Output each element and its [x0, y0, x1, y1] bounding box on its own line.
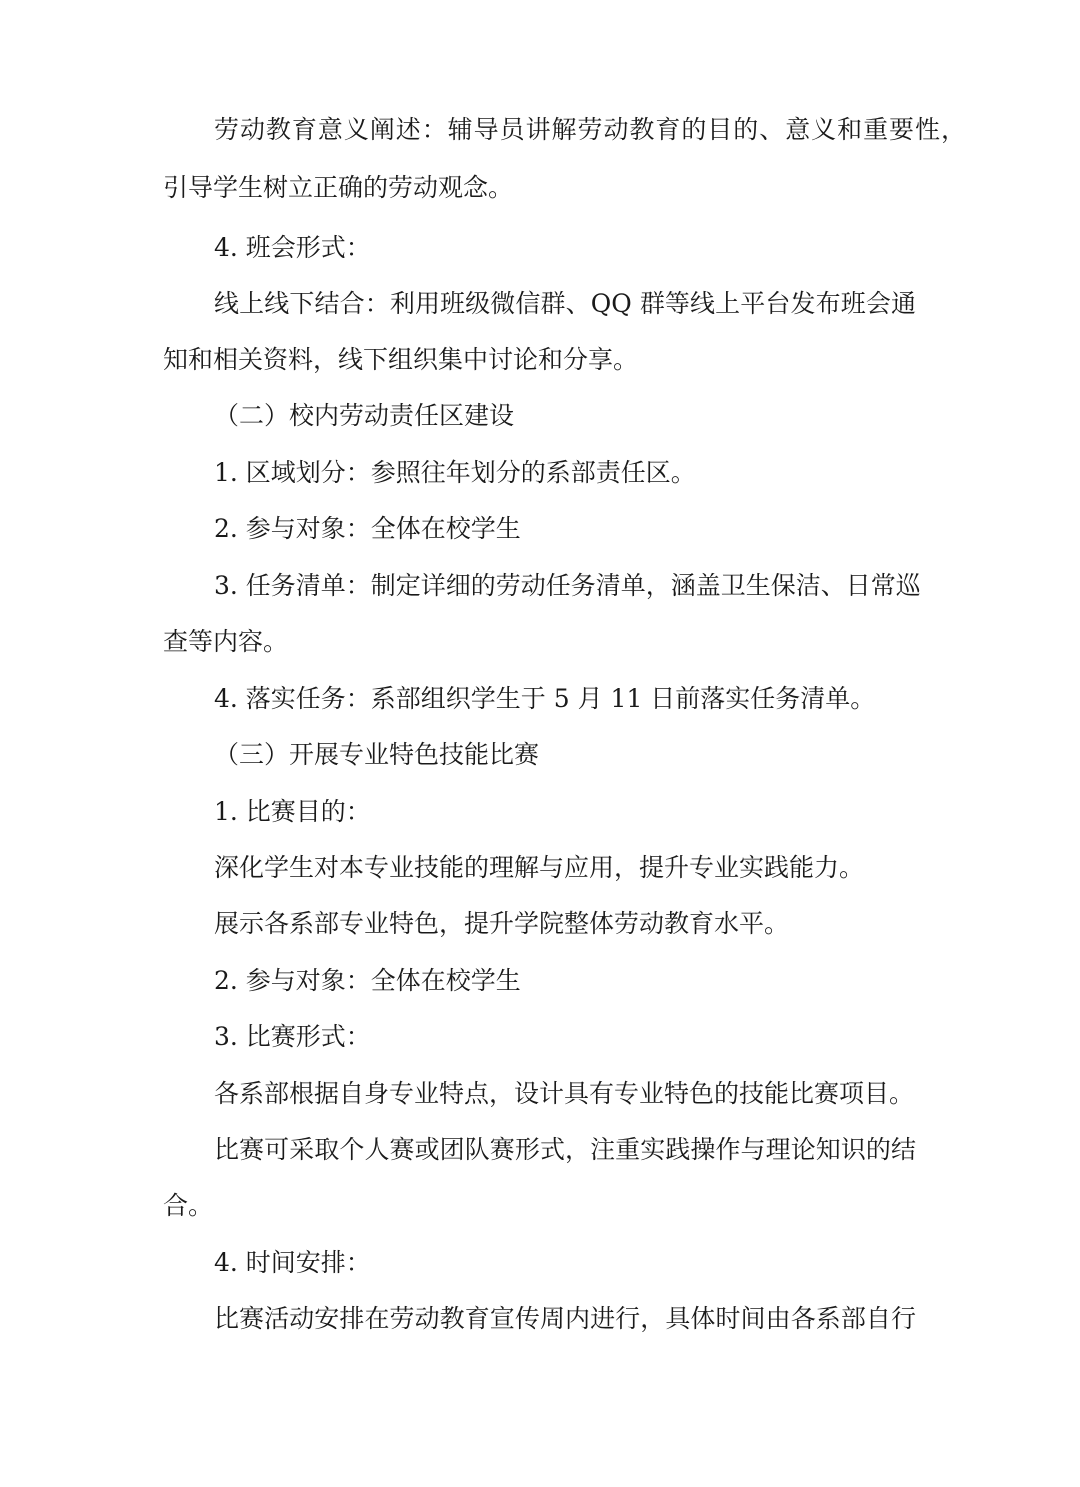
paragraph-line: 知和相关资料，线下组织集中讨论和分享。	[163, 345, 639, 374]
section-heading: （三）开展专业特色技能比赛	[214, 740, 540, 769]
paragraph-line: 深化学生对本专业技能的理解与应用，提升专业实践能力。	[214, 853, 865, 882]
paragraph-line: 4. 时间安排：	[214, 1248, 371, 1277]
paragraph-line: 合。	[163, 1191, 214, 1220]
paragraph-line: 4. 落实任务：系部组织学生于 5 月 11 日前落实任务清单。	[214, 684, 876, 713]
paragraph-line: 2. 参与对象：全体在校学生	[214, 514, 521, 543]
paragraph-line: 3. 任务清单：制定详细的劳动任务清单，涵盖卫生保洁、日常巡	[214, 571, 921, 600]
paragraph-line: 1. 区域划分：参照往年划分的系部责任区。	[214, 458, 696, 487]
paragraph-line: 比赛可采取个人赛或团队赛形式，注重实践操作与理论知识的结	[214, 1135, 916, 1164]
section-heading: （二）校内劳动责任区建设	[214, 401, 515, 430]
paragraph-line: 比赛活动安排在劳动教育宣传周内进行，具体时间由各系部自行	[214, 1304, 916, 1333]
paragraph-line: 3. 比赛形式：	[214, 1022, 371, 1051]
paragraph-line: 查等内容。	[163, 627, 289, 656]
paragraph-line: 展示各系部专业特色，提升学院整体劳动教育水平。	[214, 909, 790, 938]
paragraph-line: 2. 参与对象：全体在校学生	[214, 966, 521, 995]
paragraph-line: 引导学生树立正确的劳动观念。	[163, 173, 514, 202]
paragraph-line: 4. 班会形式：	[214, 233, 371, 262]
paragraph-line: 1. 比赛目的：	[214, 797, 371, 826]
paragraph-line: 各系部根据自身专业特点，设计具有专业特色的技能比赛项目。	[214, 1079, 915, 1108]
paragraph-line: 劳动教育意义阐述：辅导员讲解劳动教育的目的、意义和重要性，	[214, 115, 966, 144]
paragraph-line: 线上线下结合：利用班级微信群、QQ 群等线上平台发布班会通	[214, 289, 916, 318]
